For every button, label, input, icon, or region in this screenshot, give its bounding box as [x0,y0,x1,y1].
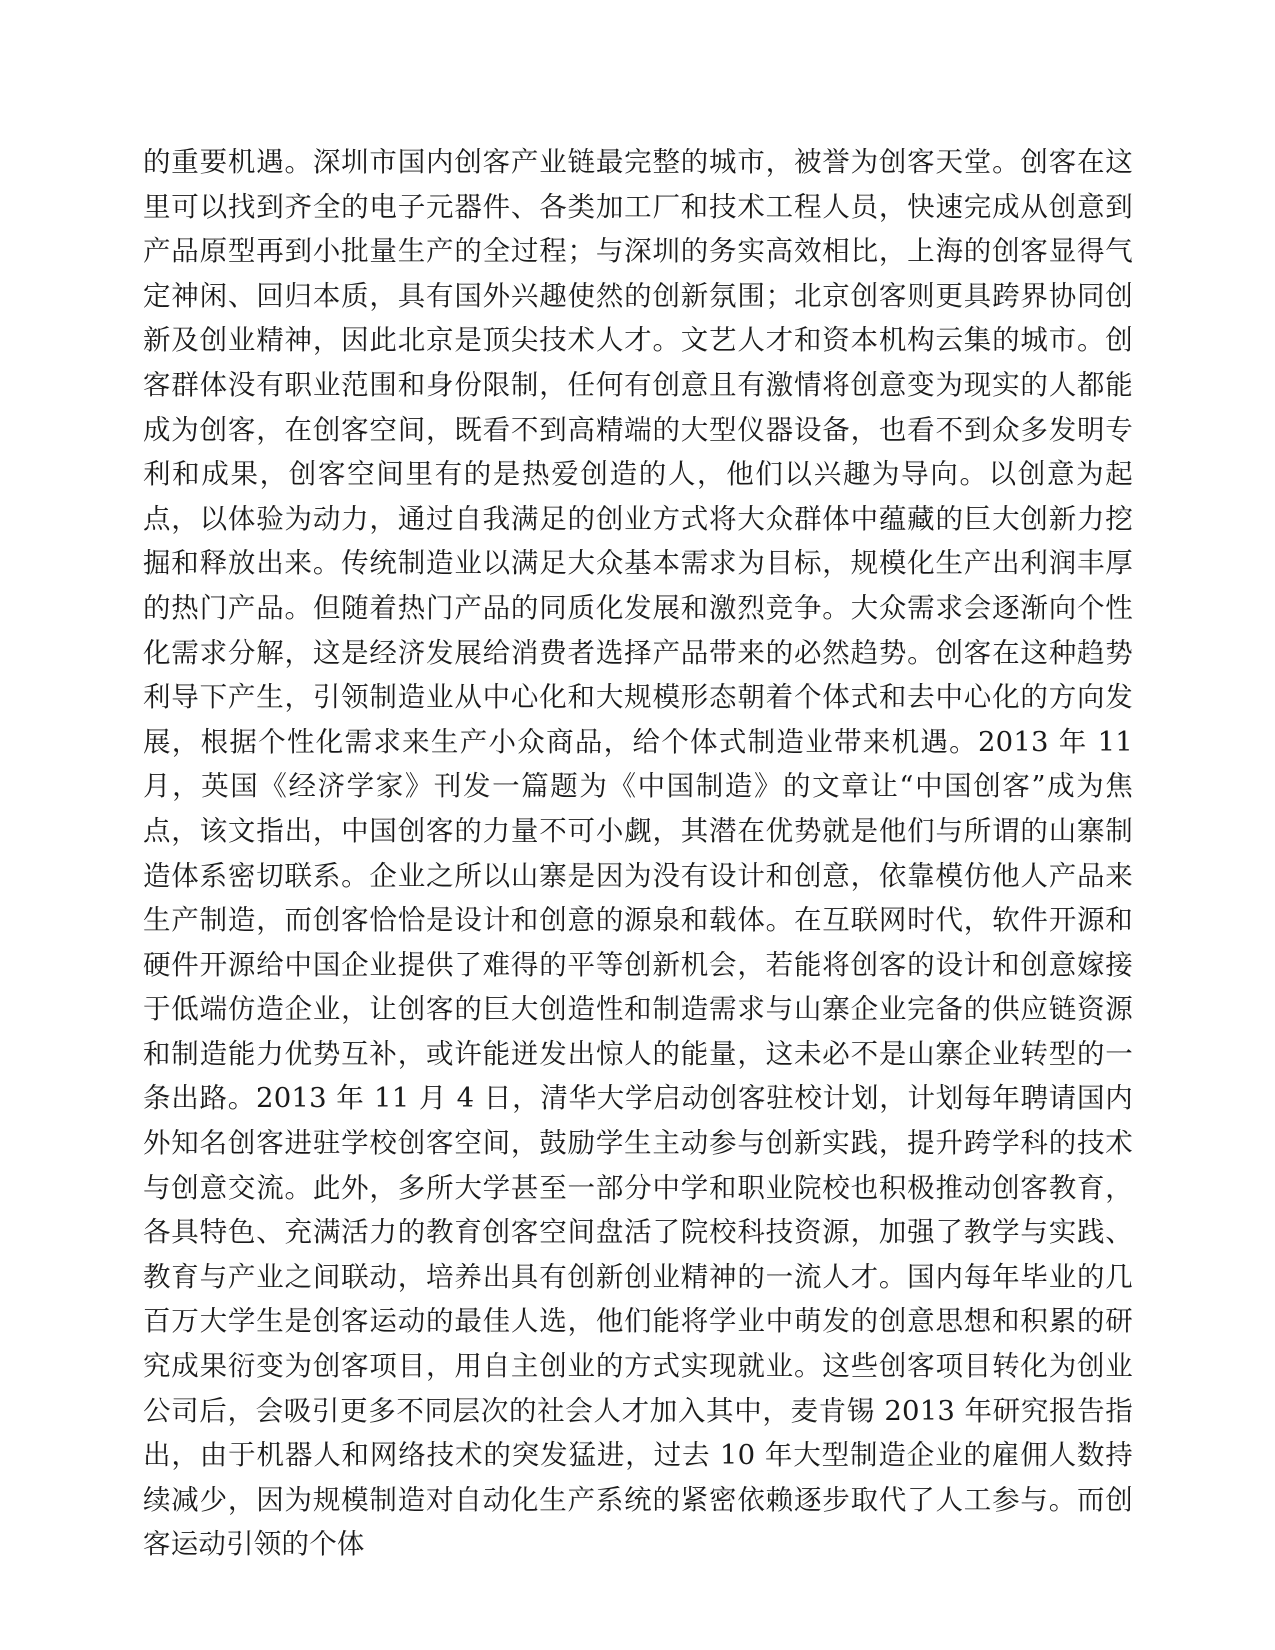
body-paragraph: 的重要机遇。深圳市国内创客产业链最完整的城市，被誉为创客天堂。创客在这里可以找到齐全的电子元器件、各类加工厂和技术工程人员，快速完成从创意到产品原型再到小批量生产的全过程；与深圳的务实高效相比，上海的创客显得气定神闲、回归本质，具有国外兴趣使然的创新氛围；北京创客则更具跨界协同创新及创业精神，因此北京是顶尖技术人才。文艺人才和资本机构云集的城市。创客群体没有职业范围和身份限制，任何有创意且有激情将创意变为现实的人都能成为创客，在创客空间，既看不到高精端的大型仪器设备，也看不到众多发明专利和成果，创客空间里有的是热爱创造的人，他们以兴趣为导向。以创意为起点，以体验为动力，通过自我满足的创业方式将大众群体中蕴藏的巨大创新力挖掘和释放出来。传统制造业以满足大众基本需求为目标，规模化生产出利润丰厚的热门产品。但随着热门产品的同质化发展和激烈竞争。大众需求会逐渐向个性化需求分解，这是经济发展给消费者选择产品带来的必然趋势。创客在这种趋势利导下产生，引领制造业从中心化和大规模形态朝着个体式和去中心化的方向发展，根据个性化需求来生产小众商品，给个体式制造业带来机遇。2013 年 11 月，英国《经济学家》刊发一篇题为《中国制造》的文章让“中国创客”成为焦点，该文指出，中国创客的力量不可小觑，其潜在优势就是他们与所谓的山寨制造体系密切联系。企业之所以山寨是因为没有设计和创意，依靠模仿他人产品来生产制造，而创客恰恰是设计和创意的源泉和载体。在互联网时代，软件开源和硬件开源给中国企业提供了难得的平等创新机会，若能将创客的设计和创意嫁接于低端仿造企业，让创客的巨大创造性和制造需求与山寨企业完备的供应链资源和制造能力优势互补，或许能迸发出惊人的能量，这未必不是山寨企业转型的一条出路。2013 年 11 月 4 日，清华大学启动创客驻校计划，计划每年聘请国内外知名创客进驻学校创客空间，鼓励学生主动参与创新实践，提升跨学科的技术与创意交流。此外，多所大学甚至一部分中学和职业院校也积极推动创客教育，各具特色、充满活力的教育创客空间盘活了院校科技资源，加强了教学与实践、教育与产业之间联动，培养出具有创新创业精神的一流人才。国内每年毕业的几百万大学生是创客运动的最佳人选，他们能将学业中萌发的创意思想和积累的研究成果衍变为创客项目，用自主创业的方式实现就业。这些创客项目转化为创业公司后，会吸引更多不同层次的社会人才加入其中，麦肯锡 2013 年研究报告指出，由于机器人和网络技术的突发猛进，过去 10 年大型制造企业的雇佣人数持续减少，因为规模制造对自动化生产系统的紧密依赖逐步取代了人工参与。而创客运动引领的个体 [143,146,1142,1561]
